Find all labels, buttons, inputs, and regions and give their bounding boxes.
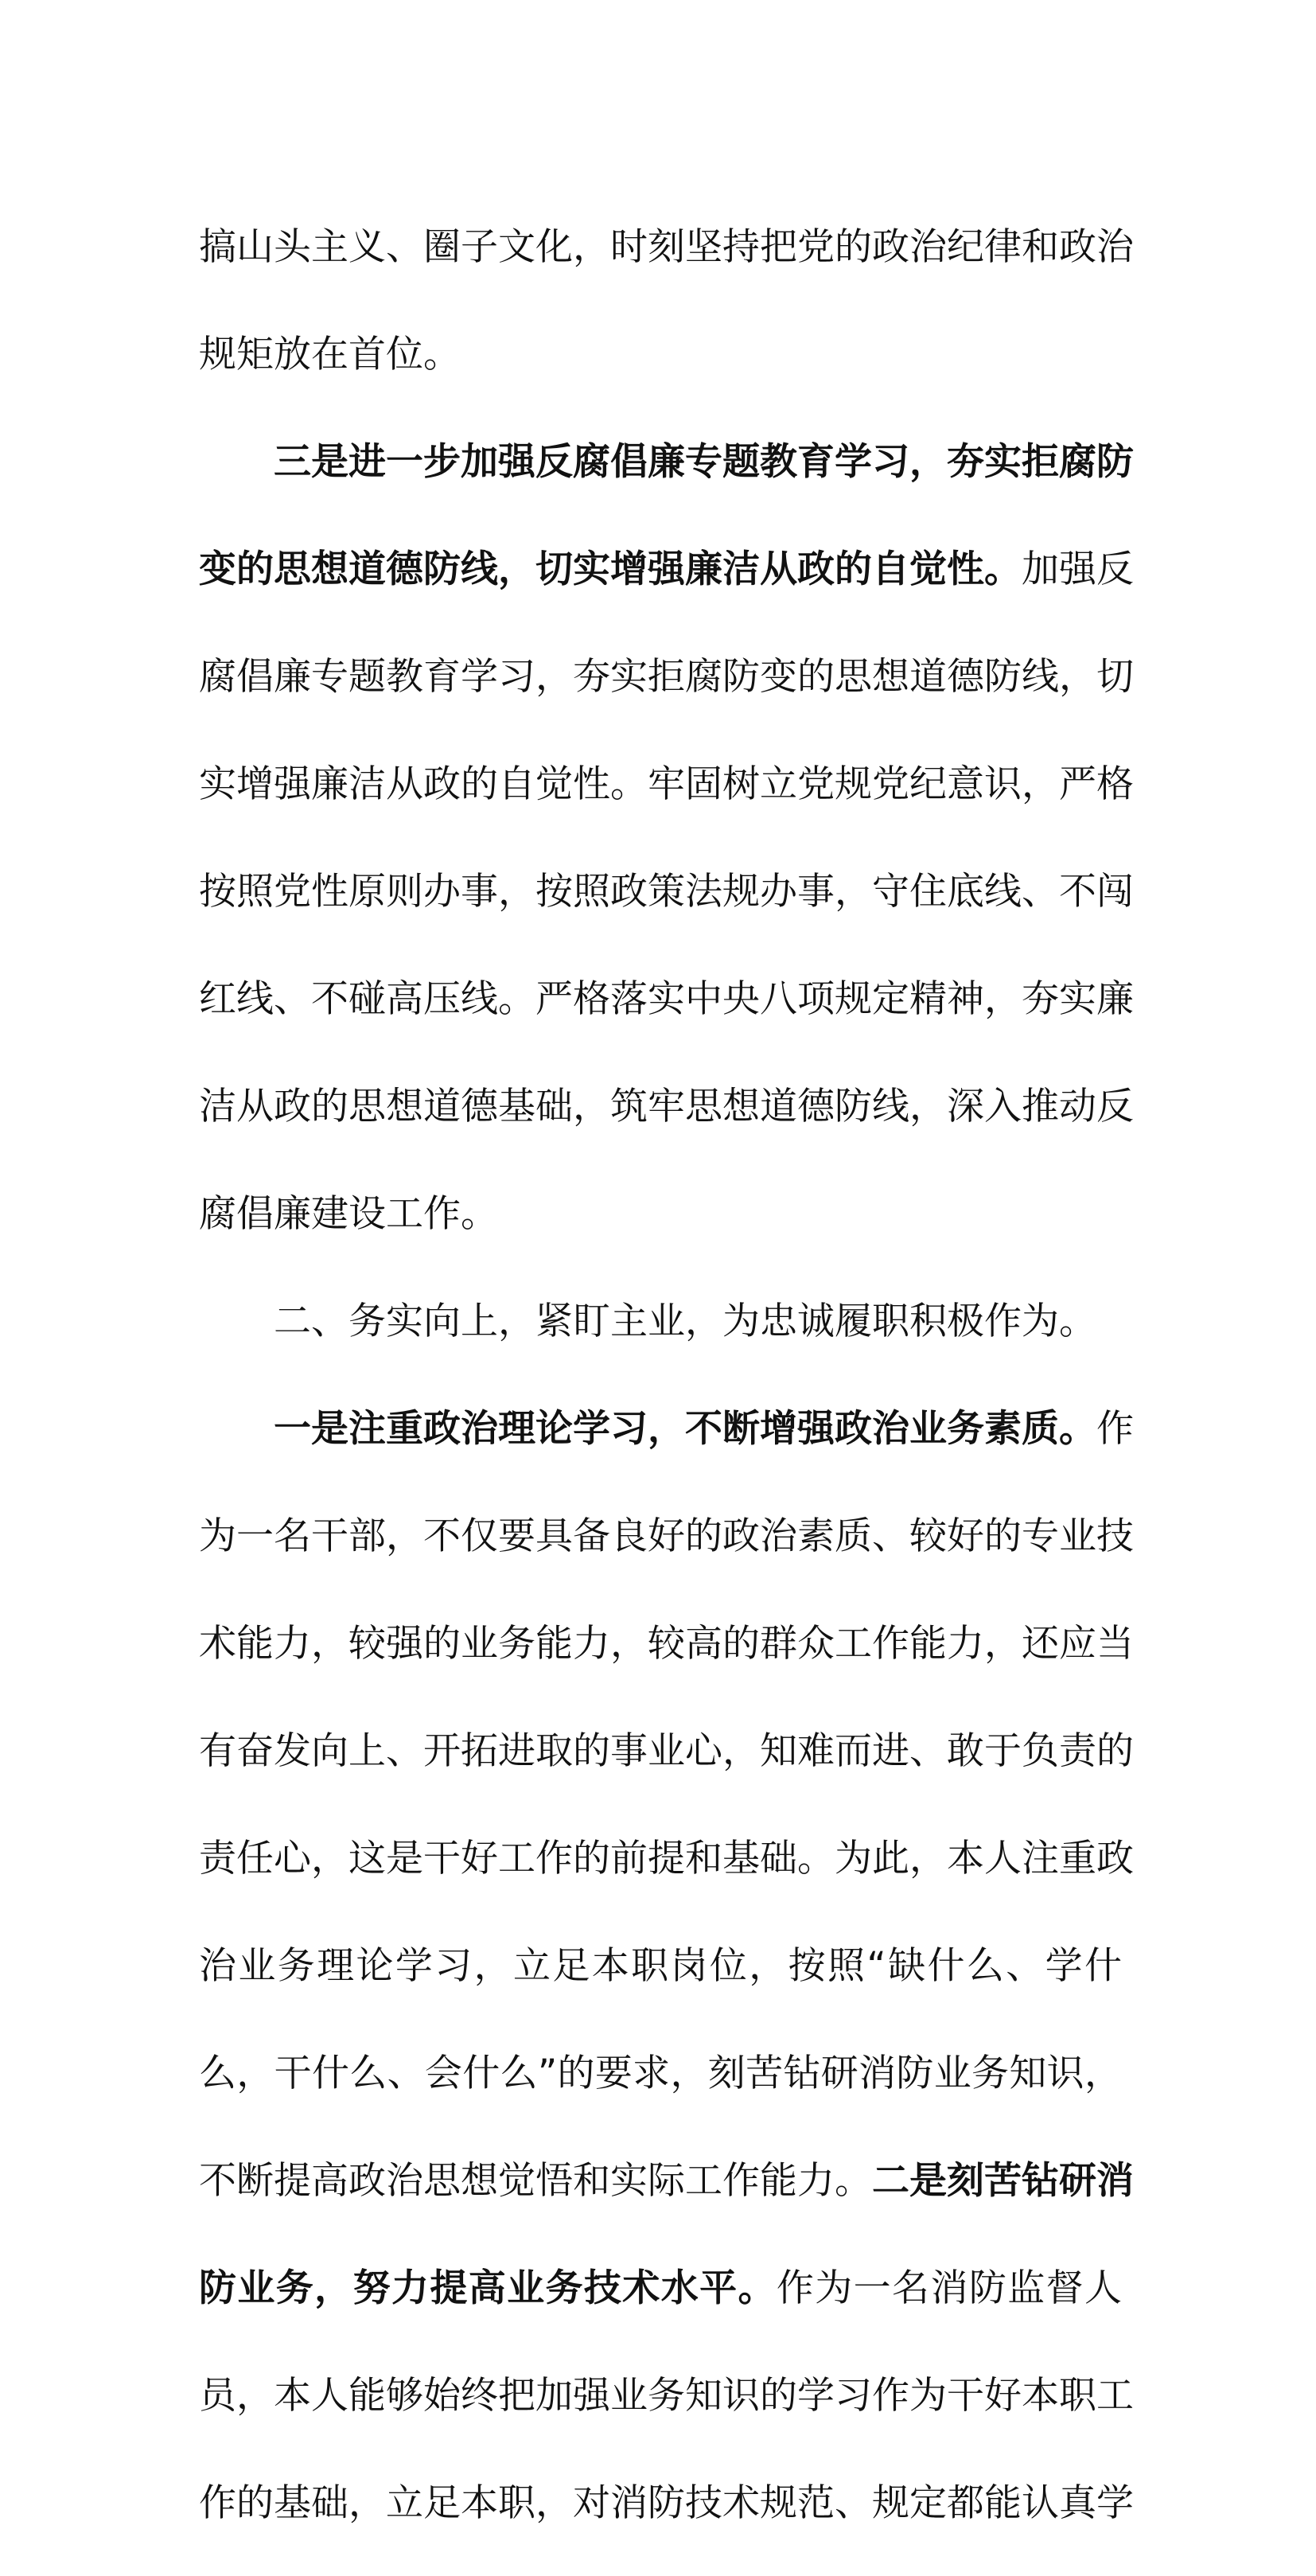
text-segment: 洁从政的思想道德基础，筑牢思想道德防线，深入推动反 xyxy=(199,1085,1134,1128)
bold-heading-segment: 一是注重政治理论学习，不断增强政治业务素质。 xyxy=(274,1407,1096,1451)
text-segment: 么，干什么、会什么”的要求，刻苦钻研消防业务知识， xyxy=(199,2052,1122,2095)
bold-heading-segment: 二是刻苦钻研消 xyxy=(872,2159,1134,2203)
text-segment: 加强反 xyxy=(1022,548,1134,591)
text-segment: 术能力，较强的业务能力，较高的群众工作能力，还应当 xyxy=(199,1622,1134,1666)
text-segment: 红线、不碰高压线。严格落实中央八项规定精神，夯实廉 xyxy=(199,977,1134,1021)
text-segment: 实增强廉洁从政的自觉性。牢固树立党规党纪意识，严格 xyxy=(199,762,1134,806)
text-segment: 不断提高政治思想觉悟和实际工作能力。 xyxy=(199,2159,872,2203)
text-segment: 作为一名消防监督人 xyxy=(776,2266,1123,2310)
text-segment: 规矩放在首位。 xyxy=(199,333,461,376)
line xyxy=(199,642,1134,712)
text-segment: 员，本人能够始终把加强业务知识的学习作为干好本职工 xyxy=(199,2374,1134,2418)
text-segment: 按照党性原则办事，按照政策法规办事，守住底线、不闯 xyxy=(199,870,1134,914)
line xyxy=(199,2254,1122,2324)
line xyxy=(199,750,1134,820)
line xyxy=(199,535,1134,605)
text-segment: 作的基础，立足本职，对消防技术规范、规定都能认真学 xyxy=(199,2481,1134,2525)
text-segment: 为一名干部，不仅要具备良好的政治素质、较好的专业技 xyxy=(199,1514,1134,1558)
line xyxy=(199,1717,1134,1787)
line xyxy=(199,1072,1134,1142)
line xyxy=(199,2361,1134,2431)
text-segment: 作 xyxy=(1096,1407,1134,1451)
text-segment: 治业务理论学习，立足本职岗位，按照“缺什么、学什 xyxy=(199,1944,1122,1988)
line xyxy=(199,2146,1134,2216)
line xyxy=(199,1931,1122,2001)
bold-heading-segment: 防业务，努力提高业务技术水平。 xyxy=(199,2266,777,2310)
line xyxy=(199,212,1134,283)
line xyxy=(199,320,1122,390)
text-segment: 腐倡廉专题教育学习，夯实拒腐防变的思想道德防线，切 xyxy=(199,655,1134,699)
line xyxy=(199,1609,1134,1679)
section-heading xyxy=(199,1287,1122,1357)
text-segment: 责任心，这是干好工作的前提和基础。为此，本人注重政 xyxy=(199,1837,1134,1880)
line xyxy=(199,965,1134,1035)
bold-heading-segment: 三是进一步加强反腐倡廉专题教育学习，夯实拒腐防 xyxy=(274,440,1134,484)
bold-heading-segment: 变的思想道德防线，切实增强廉洁从政的自觉性。 xyxy=(199,548,1022,591)
line xyxy=(199,2039,1122,2109)
text-segment: 腐倡廉建设工作。 xyxy=(199,1192,498,1236)
document-body xyxy=(199,175,1134,2576)
text-segment: 搞山头主义、圈子文化，时刻坚持把党的政治纪律和政治 xyxy=(199,225,1134,269)
line xyxy=(199,427,1134,497)
line xyxy=(199,1179,1122,1249)
line xyxy=(199,1824,1134,1894)
text-segment: 二、务实向上，紧盯主业，为忠诚履职积极作为。 xyxy=(274,1300,1096,1343)
line xyxy=(199,857,1134,927)
line xyxy=(199,1394,1134,1464)
text-segment: 有奋发向上、开拓进取的事业心，知难而进、敢于负责的 xyxy=(199,1729,1134,1773)
line xyxy=(199,2469,1134,2539)
line xyxy=(199,1502,1134,1572)
